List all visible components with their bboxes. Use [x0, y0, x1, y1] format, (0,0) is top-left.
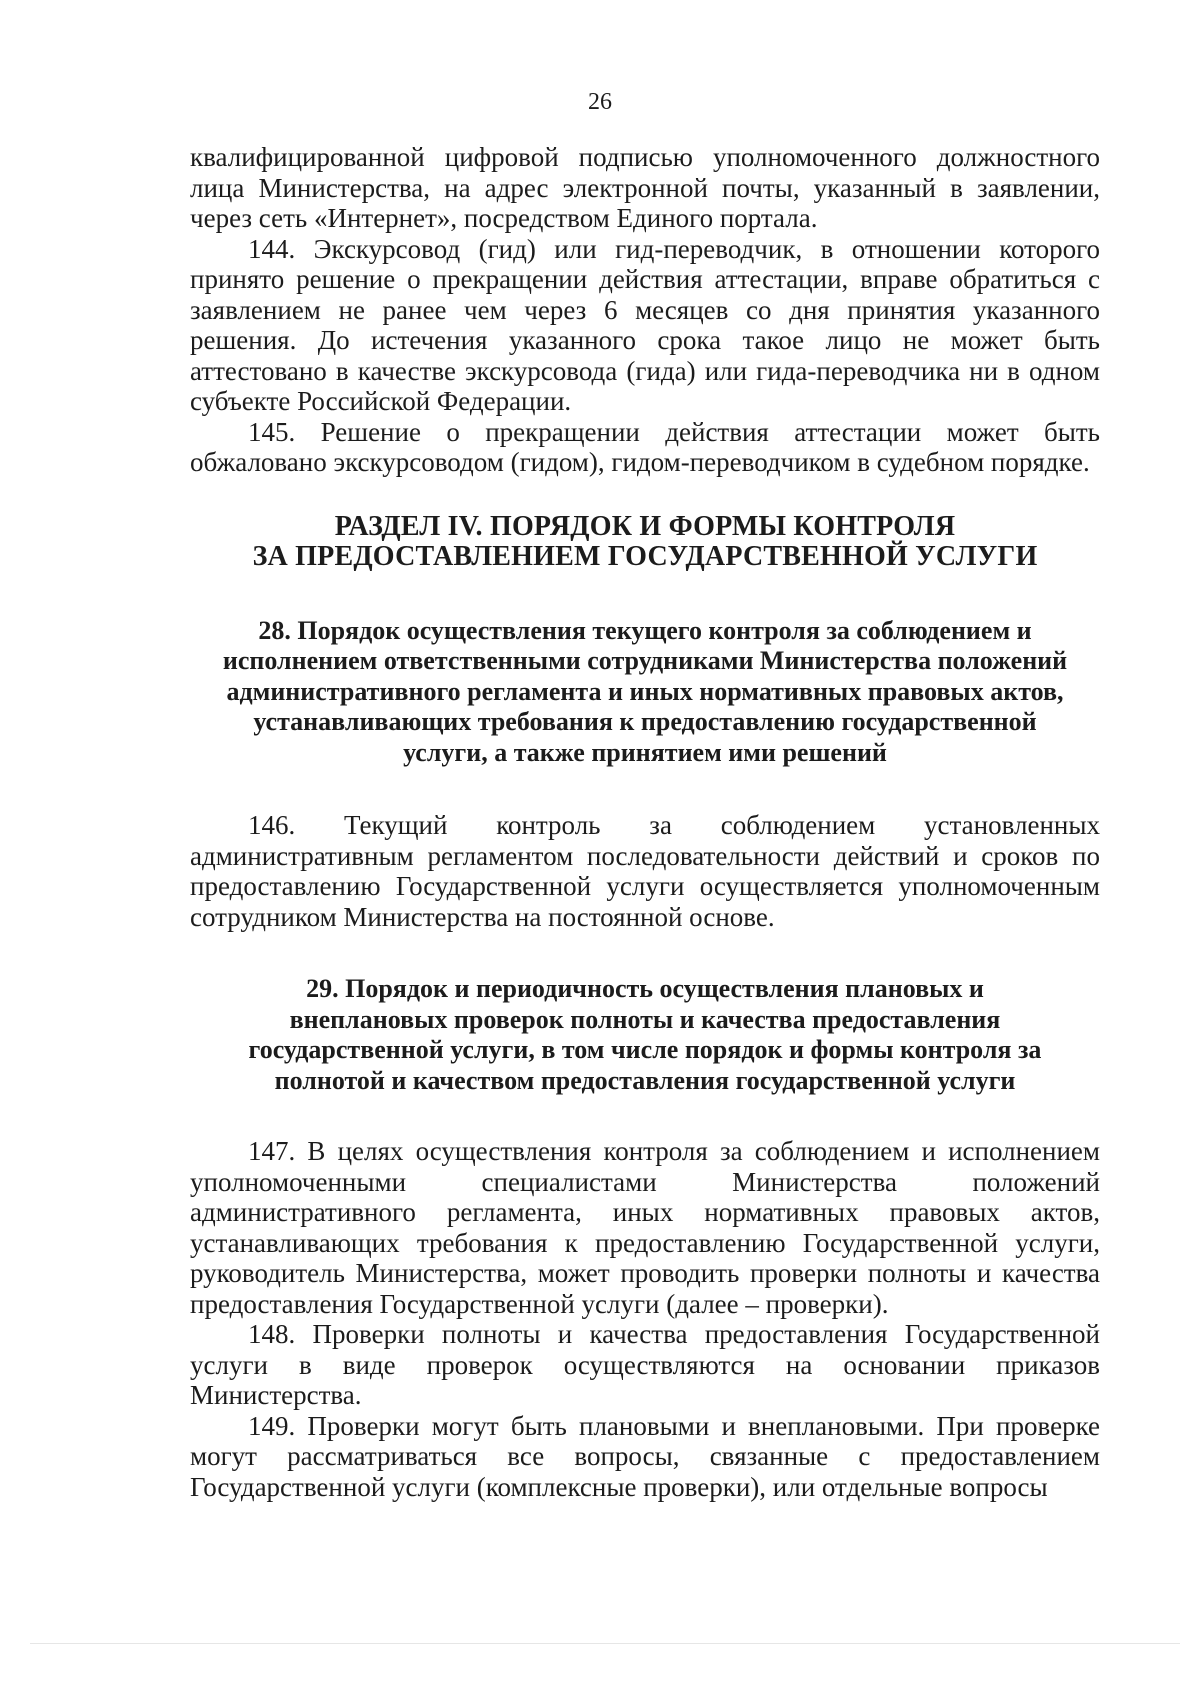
subsection-28-line-5: услуги, а также принятием ими решений — [403, 737, 887, 767]
subsection-28-line-3: административного регламента и иных нормативных правовых актов, — [226, 676, 1064, 706]
paragraph-144: 144. Экскурсовод (гид) или гид-переводчик, в отношении которого принято решение о прекращении действия аттестации, вправе обратиться с заявлением не ранее чем через 6 месяцев со дня принятия указанного решения. До истечения указанного срока такое лицо не может быть аттестовано в качестве экскурсовода (гида) или гида-переводчика ни в одном субъекте Российской Федерации. — [190, 233, 1100, 416]
subsection-28-line-2: исполнением ответственными сотрудниками Министерства положений — [222, 646, 1068, 675]
subsection-29-line-2: внеплановых проверок полноты и качества предоставления — [289, 1004, 1001, 1034]
subsection-28-line-1: 28. Порядок осуществления текущего контроля за соблюдением и — [258, 615, 1032, 645]
paragraph-146: 146. Текущий контроль за соблюдением установленных административным регламентом последовательности действий и сроков по предоставлению Государственной услуги осуществляется уполномоченным сотрудником Министерства на постоянной основе. — [190, 810, 1100, 932]
subsection-heading-28 — [190, 616, 1100, 769]
subsection-28-line-4: устанавливающих требования к предоставлению государственной — [253, 707, 1037, 736]
section-heading-line-1: РАЗДЕЛ IV. ПОРЯДОК И ФОРМЫ КОНТРОЛЯ — [334, 510, 956, 542]
paragraph-continuation: квалифицированной цифровой подписью уполномоченного должностного лица Министерства, на адрес электронной почты, указанный в заявлении, через сеть «Интернет», посредством Единого портала. — [190, 142, 1100, 233]
paragraph-145: 145. Решение о прекращении действия аттестации может быть обжаловано экскурсоводом (гидом), гидом-переводчиком в судебном порядке. — [190, 416, 1100, 477]
subsection-29-line-3: государственной услуги, в том числе порядок и формы контроля за — [248, 1035, 1042, 1064]
subsection-heading-29 — [190, 974, 1100, 1096]
subsection-29-line-1: 29. Порядок и периодичность осуществления плановых и — [306, 974, 984, 1003]
subsection-29-line-4: полнотой и качеством предоставления государственной услуги — [274, 1065, 1016, 1095]
document-body — [190, 142, 1100, 1502]
section-heading-line-2: ЗА ПРЕДОСТАВЛЕНИЕМ ГОСУДАРСТВЕННОЙ УСЛУГИ — [252, 540, 1038, 572]
paragraph-149: 149. Проверки могут быть плановыми и внеплановыми. При проверке могут рассматриваться все вопросы, связанные с предоставлением Государственной услуги (комплексные проверки), или отдельные вопросы — [190, 1410, 1100, 1502]
paragraph-147: 147. В целях осуществления контроля за соблюдением и исполнением уполномоченными специалистами Министерства положений административного регламента, иных нормативных правовых актов, устанавливающих требования к предоставлению Государственной услуги, руководитель Министерства, может проводить проверки полноты и качества предоставления Государственной услуги (далее – проверки). — [190, 1136, 1100, 1319]
paragraph-148: 148. Проверки полноты и качества предоставления Государственной услуги в виде проверок осуществляются на основании приказов Министерства. — [190, 1319, 1100, 1410]
scan-edge-line — [30, 1643, 1180, 1644]
page-number: 26 — [588, 89, 612, 115]
section-heading — [190, 512, 1100, 572]
